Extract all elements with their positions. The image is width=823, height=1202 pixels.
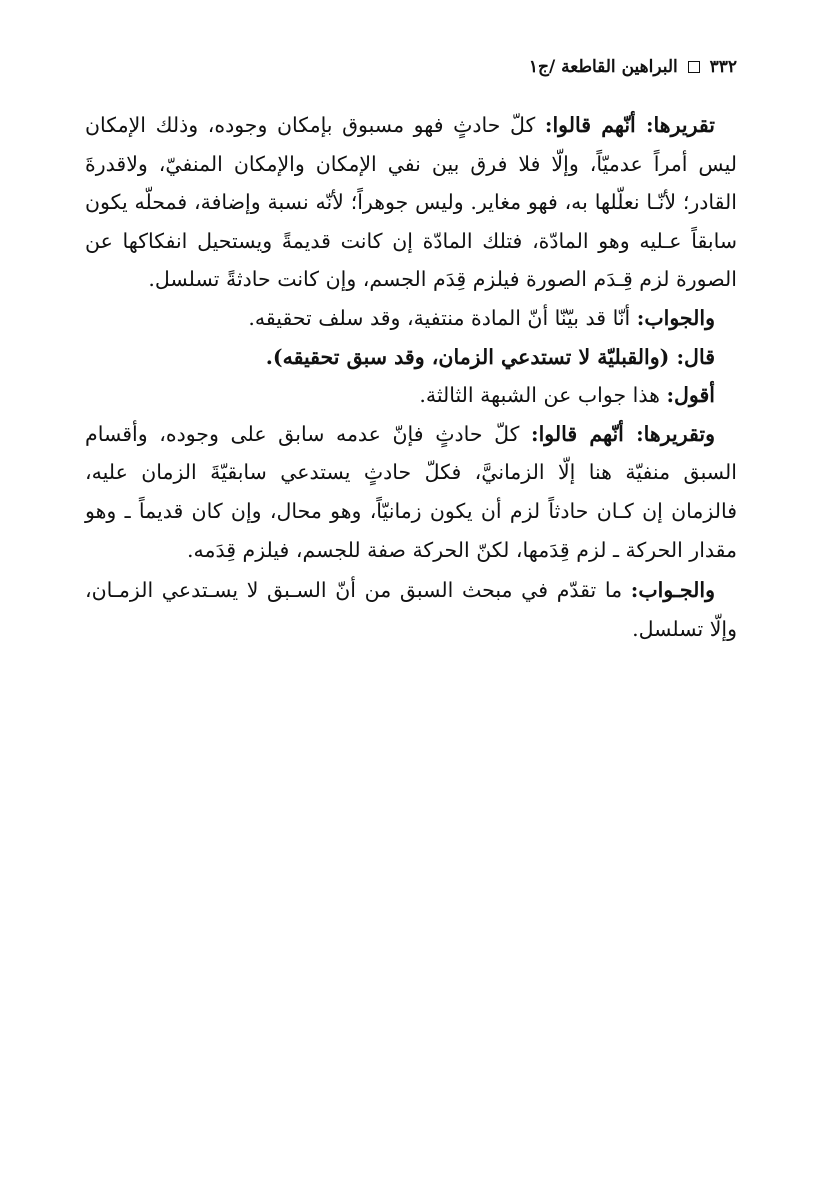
paragraph-lead: وتقريرها: أنّهم قالوا: [531, 421, 715, 446]
paragraph-text: ما تقدّم في مبحث السبق من أنّ السـبق لا يسـتدعي الزمـان، وإلّا تسلسل. [85, 578, 737, 641]
paragraph-lead: والجواب: [636, 305, 715, 330]
paragraph-text: أنّا قد بيّنّا أنّ المادة منتفية، وقد سلف تحقيقه. [248, 305, 637, 330]
paragraph-quoted-text [85, 338, 737, 377]
square-separator-icon [688, 61, 700, 73]
paragraph-lead: والجـواب: [630, 578, 715, 603]
paragraph-lead: قال: [676, 344, 715, 369]
paragraph-answer [85, 299, 737, 338]
paragraph-text: كلّ حادثٍ فهو مسبوق بإمكان وجوده، وذلك الإمكان ليس أمراً عدميّاً، وإلّا فلا فرق بين نفي الإمكان والإمكان المنفيّ، ولاقدرةَ القادر؛ لأنّـا نعلّلها به، فهو مغاير. وليس جوهراً؛ لأنّه نسبة وإضافة، فمحلّه يكون سابقاً عـليه وهو المادّة، فتلك المادّة إن كانت قديمةً ويستحيل انفكاكها عن الصورة لزم قِـدَم الصورة فيلزم قِدَم الجسم، وإن كانت حادثةً تسلسل. [85, 113, 737, 292]
paragraph-text: كلّ حادثٍ فإنّ عدمه سابق على وجوده، وأقسام السبق منفيّة هنا إلّا الزمانيَّ، فكلّ حادثٍ يستدعي سابقيّةَ الزمان عليه، فالزمان إن كـان حادثاً لزم أن يكون زمانيّاً، وهو محال، وإن كان قديماً ـ وهو مقدار الحركة ـ لزم قِدَمها، لكنّ الحركة صفة للجسم، فيلزم قِدَمه. [85, 421, 737, 562]
paragraph-objection-statement [85, 106, 737, 299]
paragraph-text: هذا جواب عن الشبهة الثالثة. [419, 383, 667, 408]
page-number: ٣٣٢ [709, 57, 737, 77]
paragraph-lead: أقول: [666, 383, 715, 408]
quoted-matn: (والقبليّة لا تستدعي الزمان، وقد سبق تحقيقه). [265, 344, 677, 369]
running-header [86, 54, 737, 80]
book-title: البراهين القاطعة /ج١ [528, 57, 678, 77]
paragraph-lead: تقريرها: أنّهم قالوا: [544, 113, 715, 137]
paragraph-commentary [85, 376, 737, 415]
paragraph-final-answer [85, 571, 737, 648]
paragraph-third-objection [85, 415, 737, 569]
body-text [85, 106, 737, 648]
